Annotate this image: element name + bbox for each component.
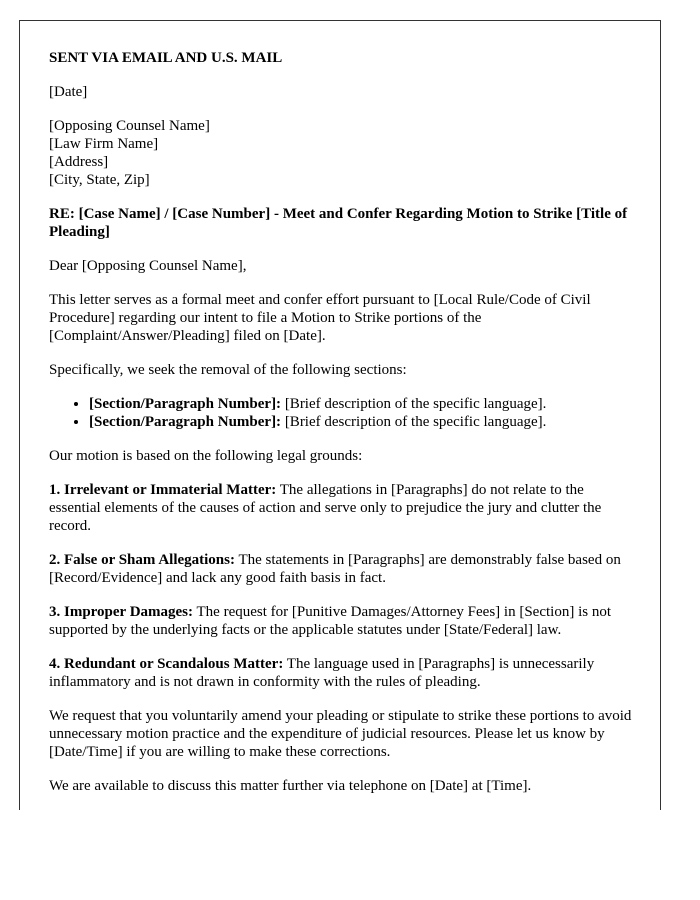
intro-paragraph: This letter serves as a formal meet and confer effort pursuant to [Local Rule/Code of Civil Procedure] regarding our intent to file a Motion to Strike portions of the [Complaint/Answer/Pleading] filed on [Date]. — [49, 292, 591, 344]
ground-paragraph — [49, 481, 639, 535]
ground-paragraph — [49, 655, 639, 691]
recipient-city-state-zip: [City, State, Zip] — [49, 172, 150, 188]
ground-label: 3. Improper Damages: — [49, 604, 194, 620]
availability-paragraph: We are available to discuss this matter further via telephone on [Date] at [Time]. — [49, 778, 532, 794]
ground-text: The allegations in [Paragraphs] do not relate to the essential elements of the causes of action and serve only to prejudice the jury and clutter the record. — [49, 482, 602, 534]
recipient-block — [49, 117, 639, 189]
section-text: [Brief description of the specific language]. — [281, 414, 547, 430]
section-text: [Brief description of the specific language]. — [281, 396, 547, 412]
grounds-intro: Our motion is based on the following legal grounds: — [49, 448, 363, 464]
re-line: RE: [Case Name] / [Case Number] - Meet and Confer Regarding Motion to Strike [Title of Pleading] — [49, 206, 628, 240]
ground-label: 4. Redundant or Scandalous Matter: — [49, 656, 284, 672]
delivery-line: SENT VIA EMAIL AND U.S. MAIL — [49, 50, 283, 66]
ground-label: 2. False or Sham Allegations: — [49, 552, 235, 568]
ground-text: The language used in [Paragraphs] is unnecessarily inflammatory and is not drawn in conformity with the rules of pleading. — [49, 656, 595, 690]
sections-intro: Specifically, we seek the removal of the following sections: — [49, 362, 407, 378]
ground-paragraph — [49, 603, 639, 639]
section-label: [Section/Paragraph Number]: — [89, 396, 282, 412]
recipient-firm: [Law Firm Name] — [49, 136, 159, 152]
list-item — [89, 413, 639, 431]
ground-text: The statements in [Paragraphs] are demonstrably false based on [Record/Evidence] and lack any good faith basis in fact. — [49, 552, 621, 586]
list-item — [89, 395, 639, 413]
request-paragraph: We request that you voluntarily amend your pleading or stipulate to strike these portions to avoid unnecessary motion practice and the expenditure of judicial resources. Please let us know by [Date/Time] if you are willing to make these corrections. — [49, 708, 632, 760]
letter-body — [49, 49, 639, 810]
ground-text: The request for [Punitive Damages/Attorney Fees] in [Section] is not supported by the underlying facts or the applicable statutes under [State/Federal] law. — [49, 604, 611, 638]
recipient-name: [Opposing Counsel Name] — [49, 118, 210, 134]
letter-page — [19, 20, 661, 810]
sections-list — [49, 395, 639, 431]
letter-date: [Date] — [49, 84, 88, 100]
salutation: Dear [Opposing Counsel Name], — [49, 258, 247, 274]
recipient-address: [Address] — [49, 154, 109, 170]
ground-label: 1. Irrelevant or Immaterial Matter: — [49, 482, 277, 498]
section-label: [Section/Paragraph Number]: — [89, 414, 282, 430]
ground-paragraph — [49, 551, 639, 587]
